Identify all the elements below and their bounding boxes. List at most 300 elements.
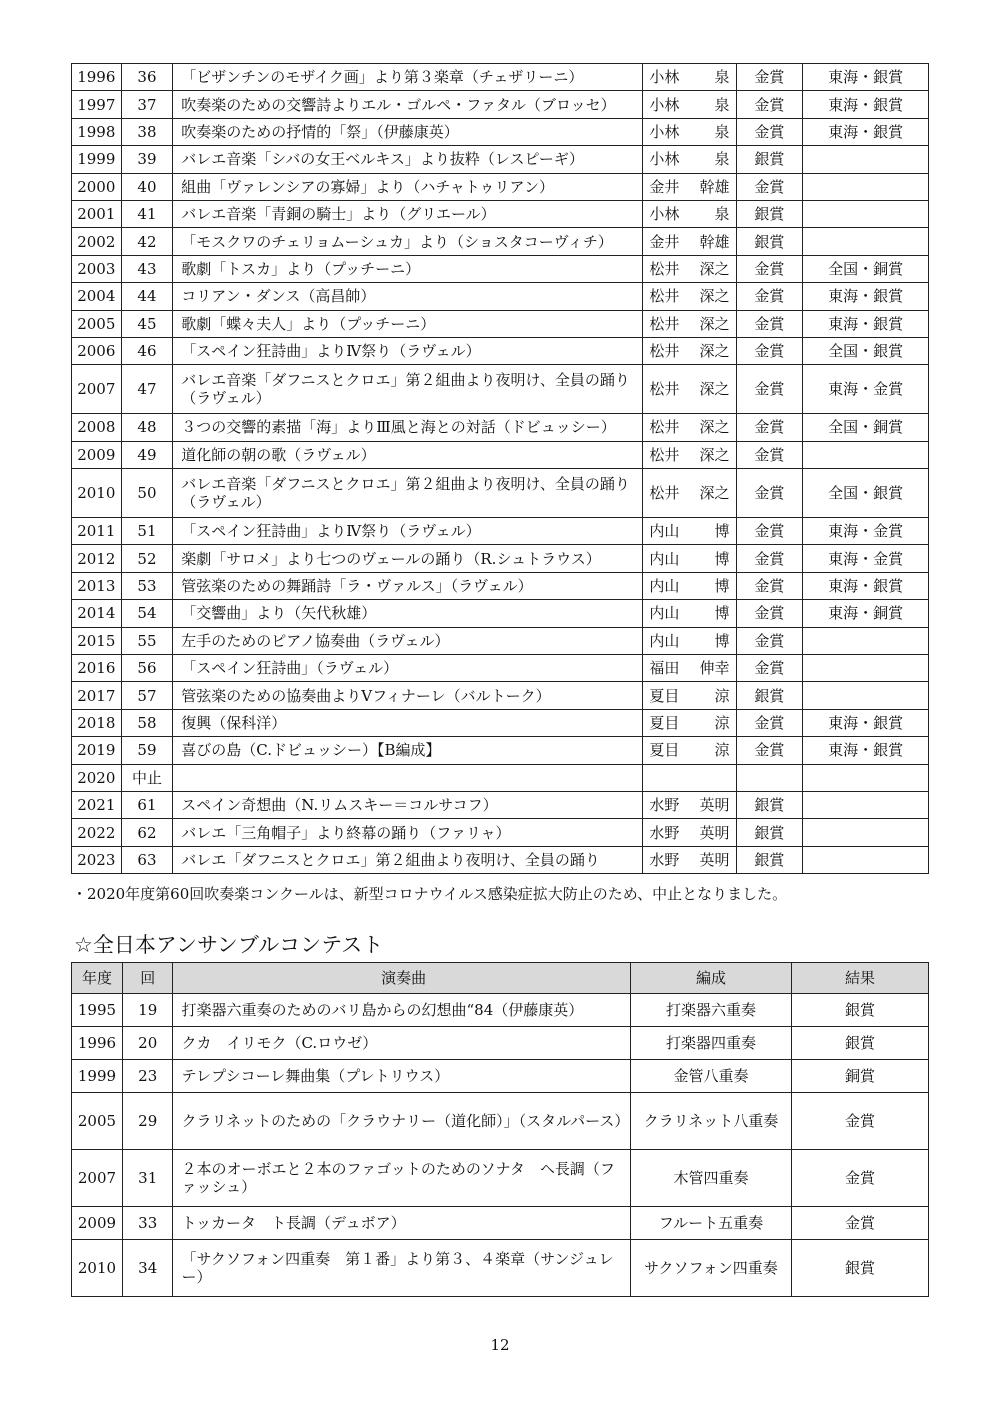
piece-cell: ２本のオーボエと２本のファゴットのためのソナタ ヘ長調（ファッシュ） xyxy=(173,1150,630,1207)
conductor-surname: 内山 xyxy=(649,522,680,541)
conductor-given-name: 深之 xyxy=(699,314,730,333)
conductor-cell xyxy=(643,64,736,91)
piece-cell: 「スペイン狂詩曲」よりⅣ祭り（ラヴェル） xyxy=(173,518,643,545)
prefecture-result-cell: 金賞 xyxy=(736,255,803,282)
conductor-name xyxy=(649,796,731,814)
number-cell: 38 xyxy=(121,118,173,145)
conductor-given-name: 博 xyxy=(714,522,730,541)
conductor-surname: 夏目 xyxy=(649,741,680,760)
conductor-cell xyxy=(643,365,736,414)
conductor-cell xyxy=(643,146,736,173)
header-piece: 演奏曲 xyxy=(173,963,630,994)
result-cell: 金賞 xyxy=(792,1093,929,1150)
result-cell: 銀賞 xyxy=(792,1240,929,1297)
result-cell: 金賞 xyxy=(792,1207,929,1240)
regional-result-cell xyxy=(803,655,929,682)
regional-result-cell xyxy=(803,173,929,200)
year-cell: 1999 xyxy=(72,146,122,173)
table-row xyxy=(72,545,929,572)
number-cell: 57 xyxy=(121,682,173,709)
table-row xyxy=(72,1207,929,1240)
regional-result-cell: 東海・金賞 xyxy=(803,365,929,414)
conductor-surname: 水野 xyxy=(649,850,680,869)
regional-result-cell: 東海・銀賞 xyxy=(803,572,929,599)
conductor-surname: 松井 xyxy=(649,287,680,306)
formation-cell: 打楽器六重奏 xyxy=(630,994,791,1027)
formation-cell: 打楽器四重奏 xyxy=(630,1027,791,1060)
formation-cell: サクソフォン四重奏 xyxy=(630,1240,791,1297)
number-cell: 42 xyxy=(121,228,173,255)
piece-cell: テレプシコーレ舞曲集（プレトリウス） xyxy=(173,1060,630,1093)
number-cell: 46 xyxy=(121,337,173,364)
piece-cell: トッカータ ト長調（デュボア） xyxy=(173,1207,630,1240)
prefecture-result-cell: 金賞 xyxy=(736,310,803,337)
conductor-name xyxy=(649,287,731,305)
conductor-given-name: 泉 xyxy=(714,95,730,114)
conductor-name xyxy=(649,68,731,86)
conductor-cell xyxy=(643,600,736,627)
year-cell: 2010 xyxy=(72,1240,123,1297)
regional-result-cell: 東海・金賞 xyxy=(803,518,929,545)
piece-cell: 歌劇「蝶々夫人」より（プッチーニ） xyxy=(173,310,643,337)
year-cell: 2022 xyxy=(72,819,122,846)
conductor-name xyxy=(649,484,731,502)
header-result: 結果 xyxy=(792,963,929,994)
number-cell: 56 xyxy=(121,655,173,682)
conductor-cell xyxy=(643,469,736,518)
conductor-cell xyxy=(643,228,736,255)
conductor-given-name: 泉 xyxy=(714,205,730,224)
prefecture-result-cell: 金賞 xyxy=(736,337,803,364)
conductor-name xyxy=(649,150,731,168)
conductor-cell xyxy=(643,572,736,599)
table-row xyxy=(72,441,929,468)
piece-cell: 「スペイン狂詩曲」（ラヴェル） xyxy=(173,655,643,682)
piece-cell: 管弦楽のための協奏曲よりⅤフィナーレ（バルトーク） xyxy=(173,682,643,709)
piece-cell: バレエ音楽「シバの女王ベルキス」より抜粋（レスピーギ） xyxy=(173,146,643,173)
piece-cell: 「ビザンチンのモザイク画」より第３楽章（チェザリーニ） xyxy=(173,64,643,91)
conductor-given-name: 涼 xyxy=(714,714,730,732)
conductor-name xyxy=(649,123,731,141)
conductor-cell xyxy=(643,518,736,545)
regional-result-cell: 東海・銀賞 xyxy=(803,118,929,145)
conductor-given-name: 英明 xyxy=(699,796,730,815)
conductor-given-name: 深之 xyxy=(699,445,730,464)
year-cell: 2007 xyxy=(72,365,122,414)
conductor-name xyxy=(649,687,731,705)
year-cell: 2005 xyxy=(72,1093,123,1150)
conductor-surname: 小林 xyxy=(649,122,680,141)
number-cell: 39 xyxy=(121,146,173,173)
ensemble-results-table xyxy=(71,962,929,1297)
result-cell: 銀賞 xyxy=(792,1027,929,1060)
number-cell: 52 xyxy=(121,545,173,572)
conductor-surname: 内山 xyxy=(649,604,680,623)
piece-cell: バレエ音楽「ダフニスとクロエ」第２組曲より夜明け、全員の踊り（ラヴェル） xyxy=(173,469,643,518)
regional-result-cell xyxy=(803,441,929,468)
prefecture-result-cell: 銀賞 xyxy=(736,200,803,227)
conductor-given-name: 英明 xyxy=(699,823,730,842)
regional-result-cell xyxy=(803,228,929,255)
formation-cell: フルート五重奏 xyxy=(630,1207,791,1240)
year-cell: 2017 xyxy=(72,682,122,709)
year-cell: 2013 xyxy=(72,572,122,599)
competition-table-body xyxy=(72,64,929,874)
prefecture-result-cell: 金賞 xyxy=(736,441,803,468)
conductor-name xyxy=(649,342,731,360)
conductor-given-name: 深之 xyxy=(699,484,730,503)
table-row xyxy=(72,1060,929,1093)
table-row xyxy=(72,994,929,1027)
ensemble-header-row xyxy=(72,963,929,994)
conductor-given-name: 伸幸 xyxy=(699,659,730,678)
prefecture-result-cell: 金賞 xyxy=(736,627,803,654)
year-cell: 1998 xyxy=(72,118,122,145)
prefecture-result-cell: 金賞 xyxy=(736,91,803,118)
conductor-surname: 松井 xyxy=(649,380,680,399)
conductor-cell xyxy=(643,791,736,818)
year-cell: 1995 xyxy=(72,994,123,1027)
conductor-given-name: 泉 xyxy=(714,150,730,169)
regional-result-cell: 東海・銀賞 xyxy=(803,737,929,764)
number-cell: 40 xyxy=(121,173,173,200)
prefecture-result-cell: 金賞 xyxy=(736,572,803,599)
piece-cell: 管弦楽のための舞踊詩「ラ・ヴァルス」（ラヴェル） xyxy=(173,572,643,599)
conductor-name xyxy=(649,446,731,464)
conductor-surname: 松井 xyxy=(649,484,680,503)
number-cell: 31 xyxy=(122,1150,173,1207)
piece-cell: バレエ「ダフニスとクロエ」第２組曲より夜明け、全員の踊り xyxy=(173,846,643,873)
conductor-given-name: 深之 xyxy=(699,287,730,306)
conductor-surname: 内山 xyxy=(649,631,680,650)
conductor-surname: 小林 xyxy=(649,150,680,169)
competition-results-table xyxy=(71,63,929,874)
year-cell: 2009 xyxy=(72,441,122,468)
conductor-cell xyxy=(643,846,736,873)
table-row xyxy=(72,118,929,145)
conductor-surname: 松井 xyxy=(649,418,680,437)
year-cell: 2000 xyxy=(72,173,122,200)
year-cell: 2015 xyxy=(72,627,122,654)
conductor-surname: 小林 xyxy=(649,68,680,87)
prefecture-result-cell: 銀賞 xyxy=(736,846,803,873)
table-row xyxy=(72,365,929,414)
conductor-cell xyxy=(643,173,736,200)
piece-cell: 「サクソフォン四重奏 第１番」より第３、４楽章（サンジュレー） xyxy=(173,1240,630,1297)
prefecture-result-cell: 金賞 xyxy=(736,655,803,682)
conductor-name xyxy=(649,380,731,398)
table-row xyxy=(72,91,929,118)
conductor-name xyxy=(649,96,731,114)
number-cell: 63 xyxy=(121,846,173,873)
number-cell: 54 xyxy=(121,600,173,627)
table-row xyxy=(72,682,929,709)
header-formation: 編成 xyxy=(630,963,791,994)
piece-cell: コリアン・ダンス（高昌帥） xyxy=(173,283,643,310)
number-cell: 44 xyxy=(121,283,173,310)
regional-result-cell: 全国・銅賞 xyxy=(803,414,929,441)
piece-cell: クカ イリモク（C.ロウゼ） xyxy=(173,1027,630,1060)
result-cell: 銀賞 xyxy=(792,994,929,1027)
conductor-name xyxy=(649,522,731,540)
piece-cell: 歌劇「トスカ」より（プッチーニ） xyxy=(173,255,643,282)
conductor-name xyxy=(649,741,731,759)
year-cell: 2011 xyxy=(72,518,122,545)
conductor-cell xyxy=(643,441,736,468)
conductor-given-name: 深之 xyxy=(699,259,730,278)
regional-result-cell: 東海・銀賞 xyxy=(803,709,929,736)
conductor-given-name: 泉 xyxy=(714,122,730,141)
conductor-given-name: 深之 xyxy=(699,418,730,437)
number-cell: 53 xyxy=(121,572,173,599)
number-cell: 37 xyxy=(121,91,173,118)
formation-cell: クラリネット八重奏 xyxy=(630,1093,791,1150)
conductor-cell xyxy=(643,255,736,282)
conductor-name xyxy=(649,418,731,436)
year-cell: 1996 xyxy=(72,1027,123,1060)
conductor-cell xyxy=(643,310,736,337)
regional-result-cell xyxy=(803,200,929,227)
conductor-cell xyxy=(643,337,736,364)
table-row xyxy=(72,846,929,873)
piece-cell xyxy=(173,764,643,791)
prefecture-result-cell: 金賞 xyxy=(736,118,803,145)
year-cell: 2021 xyxy=(72,791,122,818)
table-row xyxy=(72,255,929,282)
conductor-cell xyxy=(643,545,736,572)
prefecture-result-cell: 金賞 xyxy=(736,283,803,310)
piece-cell: クラリネットのための「クラウナリー（道化師）」（スタルパース） xyxy=(173,1093,630,1150)
table-row xyxy=(72,469,929,518)
conductor-surname: 松井 xyxy=(649,445,680,464)
prefecture-result-cell: 銀賞 xyxy=(736,819,803,846)
conductor-cell xyxy=(643,682,736,709)
prefecture-result-cell: 銀賞 xyxy=(736,682,803,709)
number-cell: 58 xyxy=(121,709,173,736)
conductor-surname: 内山 xyxy=(649,577,680,596)
prefecture-result-cell: 銀賞 xyxy=(736,146,803,173)
prefecture-result-cell: 金賞 xyxy=(736,173,803,200)
table-row xyxy=(72,791,929,818)
table-row xyxy=(72,1027,929,1060)
table-row xyxy=(72,572,929,599)
number-cell: 51 xyxy=(121,518,173,545)
table-row xyxy=(72,337,929,364)
table-row xyxy=(72,310,929,337)
conductor-name xyxy=(649,577,731,595)
year-cell: 2008 xyxy=(72,414,122,441)
prefecture-result-cell: 金賞 xyxy=(736,545,803,572)
prefecture-result-cell: 金賞 xyxy=(736,469,803,518)
number-cell: 48 xyxy=(121,414,173,441)
piece-cell: 吹奏楽のための抒情的「祭」（伊藤康英） xyxy=(173,118,643,145)
conductor-surname: 松井 xyxy=(649,259,680,278)
conductor-surname: 金井 xyxy=(649,177,680,196)
prefecture-result-cell: 金賞 xyxy=(736,365,803,414)
conductor-name xyxy=(649,315,731,333)
conductor-surname: 水野 xyxy=(649,796,680,815)
number-cell: 29 xyxy=(122,1093,173,1150)
conductor-given-name: 涼 xyxy=(714,686,730,705)
year-cell: 2003 xyxy=(72,255,122,282)
prefecture-result-cell: 金賞 xyxy=(736,709,803,736)
number-cell: 34 xyxy=(122,1240,173,1297)
piece-cell: スペイン奇想曲（N.リムスキー＝コルサコフ） xyxy=(173,791,643,818)
piece-cell: バレエ音楽「ダフニスとクロエ」第２組曲より夜明け、全員の踊り（ラヴェル） xyxy=(173,365,643,414)
prefecture-result-cell: 銀賞 xyxy=(736,228,803,255)
number-cell: 23 xyxy=(122,1060,173,1093)
regional-result-cell: 全国・銅賞 xyxy=(803,255,929,282)
table-row xyxy=(72,200,929,227)
year-cell: 2019 xyxy=(72,737,122,764)
page-number: 12 xyxy=(490,1336,510,1354)
piece-cell: 組曲「ヴァレンシアの寡婦」より（ハチャトゥリアン） xyxy=(173,173,643,200)
conductor-name xyxy=(649,604,731,622)
conductor-name xyxy=(649,714,731,732)
conductor-cell xyxy=(643,655,736,682)
conductor-surname: 小林 xyxy=(649,95,680,114)
prefecture-result-cell xyxy=(736,764,803,791)
table-row xyxy=(72,173,929,200)
conductor-surname: 松井 xyxy=(649,342,680,361)
conductor-given-name: 涼 xyxy=(714,741,730,760)
prefecture-result-cell: 銀賞 xyxy=(736,791,803,818)
regional-result-cell: 全国・銀賞 xyxy=(803,469,929,518)
prefecture-result-cell: 金賞 xyxy=(736,518,803,545)
number-cell: 49 xyxy=(121,441,173,468)
header-year: 年度 xyxy=(72,963,123,994)
conductor-name xyxy=(649,851,731,869)
conductor-given-name: 深之 xyxy=(699,380,730,399)
table-row xyxy=(72,655,929,682)
table-row xyxy=(72,518,929,545)
conductor-given-name: 幹雄 xyxy=(699,177,730,196)
piece-cell: 「交響曲」より（矢代秋雄） xyxy=(173,600,643,627)
number-cell: 41 xyxy=(121,200,173,227)
year-cell: 2005 xyxy=(72,310,122,337)
prefecture-result-cell: 金賞 xyxy=(736,737,803,764)
regional-result-cell xyxy=(803,846,929,873)
conductor-cell xyxy=(643,414,736,441)
cancellation-note: ・2020年度第60回吹奏楽コンクールは、新型コロナウイルス感染症拡大防止のため、中止となりました。 xyxy=(72,885,788,903)
piece-cell: 左手のためのピアノ協奏曲（ラヴェル） xyxy=(173,627,643,654)
year-cell: 2007 xyxy=(72,1150,123,1207)
conductor-surname: 福田 xyxy=(649,659,680,678)
table-row xyxy=(72,228,929,255)
ensemble-table-body xyxy=(72,994,929,1297)
number-cell: 62 xyxy=(121,819,173,846)
year-cell: 2010 xyxy=(72,469,122,518)
table-row xyxy=(72,1150,929,1207)
table-row xyxy=(72,1240,929,1297)
conductor-cell xyxy=(643,764,736,791)
conductor-cell xyxy=(643,709,736,736)
regional-result-cell xyxy=(803,764,929,791)
number-cell: 45 xyxy=(121,310,173,337)
regional-result-cell: 全国・銀賞 xyxy=(803,337,929,364)
regional-result-cell: 東海・銀賞 xyxy=(803,64,929,91)
regional-result-cell: 東海・銀賞 xyxy=(803,310,929,337)
table-row xyxy=(72,709,929,736)
conductor-name xyxy=(649,550,731,568)
formation-cell: 金管八重奏 xyxy=(630,1060,791,1093)
year-cell: 2023 xyxy=(72,846,122,873)
table-row xyxy=(72,146,929,173)
piece-cell: 打楽器六重奏のためのバリ島からの幻想曲“84（伊藤康英） xyxy=(173,994,630,1027)
result-cell: 銅賞 xyxy=(792,1060,929,1093)
year-cell: 2018 xyxy=(72,709,122,736)
year-cell: 1997 xyxy=(72,91,122,118)
year-cell: 2002 xyxy=(72,228,122,255)
conductor-surname: 金井 xyxy=(649,232,680,251)
conductor-given-name: 深之 xyxy=(699,342,730,361)
conductor-cell xyxy=(643,627,736,654)
regional-result-cell: 東海・銅賞 xyxy=(803,600,929,627)
prefecture-result-cell: 金賞 xyxy=(736,600,803,627)
conductor-surname: 小林 xyxy=(649,205,680,224)
regional-result-cell: 東海・金賞 xyxy=(803,545,929,572)
number-cell: 47 xyxy=(121,365,173,414)
table-row xyxy=(72,600,929,627)
conductor-given-name: 博 xyxy=(714,604,730,623)
ensemble-section-title: ☆全日本アンサンブルコンテスト xyxy=(74,933,384,957)
conductor-surname: 夏目 xyxy=(649,686,680,705)
regional-result-cell xyxy=(803,791,929,818)
table-row xyxy=(72,819,929,846)
regional-result-cell: 東海・銀賞 xyxy=(803,91,929,118)
conductor-given-name: 幹雄 xyxy=(699,232,730,251)
number-cell: 19 xyxy=(122,994,173,1027)
conductor-cell xyxy=(643,118,736,145)
number-cell: 43 xyxy=(121,255,173,282)
year-cell: 2020 xyxy=(72,764,122,791)
piece-cell: 道化師の朝の歌（ラヴェル） xyxy=(173,441,643,468)
year-cell: 2012 xyxy=(72,545,122,572)
header-number: 回 xyxy=(122,963,173,994)
year-cell: 2009 xyxy=(72,1207,123,1240)
piece-cell: 「スペイン狂詩曲」よりⅣ祭り（ラヴェル） xyxy=(173,337,643,364)
conductor-surname: 松井 xyxy=(649,314,680,333)
piece-cell: 「モスクワのチェリョムーシュカ」より（ショスタコーヴィチ） xyxy=(173,228,643,255)
piece-cell: ３つの交響的素描「海」よりⅢ風と海との対話（ドビュッシー） xyxy=(173,414,643,441)
result-cell: 金賞 xyxy=(792,1150,929,1207)
conductor-cell xyxy=(643,819,736,846)
prefecture-result-cell: 金賞 xyxy=(736,64,803,91)
conductor-name xyxy=(649,260,731,278)
table-row xyxy=(72,283,929,310)
conductor-cell xyxy=(643,200,736,227)
piece-cell: バレエ音楽「青銅の騎士」より（グリエール） xyxy=(173,200,643,227)
piece-cell: バレエ「三角帽子」より終幕の踊り（ファリャ） xyxy=(173,819,643,846)
conductor-name xyxy=(649,632,731,650)
prefecture-result-cell: 金賞 xyxy=(736,414,803,441)
number-cell: 33 xyxy=(122,1207,173,1240)
number-cell: 36 xyxy=(121,64,173,91)
table-row xyxy=(72,1093,929,1150)
conductor-name xyxy=(649,824,731,842)
piece-cell: 復興（保科洋） xyxy=(173,709,643,736)
piece-cell: 楽劇「サロメ」より七つのヴェールの踊り（R.シュトラウス） xyxy=(173,545,643,572)
conductor-given-name: 泉 xyxy=(714,68,730,87)
conductor-cell xyxy=(643,91,736,118)
piece-cell: 喜びの島（C.ドビュッシー）【B編成】 xyxy=(173,737,643,764)
conductor-name xyxy=(649,233,731,251)
number-cell: 20 xyxy=(122,1027,173,1060)
table-row xyxy=(72,627,929,654)
conductor-name xyxy=(649,178,731,196)
table-row xyxy=(72,64,929,91)
number-cell: 59 xyxy=(121,737,173,764)
